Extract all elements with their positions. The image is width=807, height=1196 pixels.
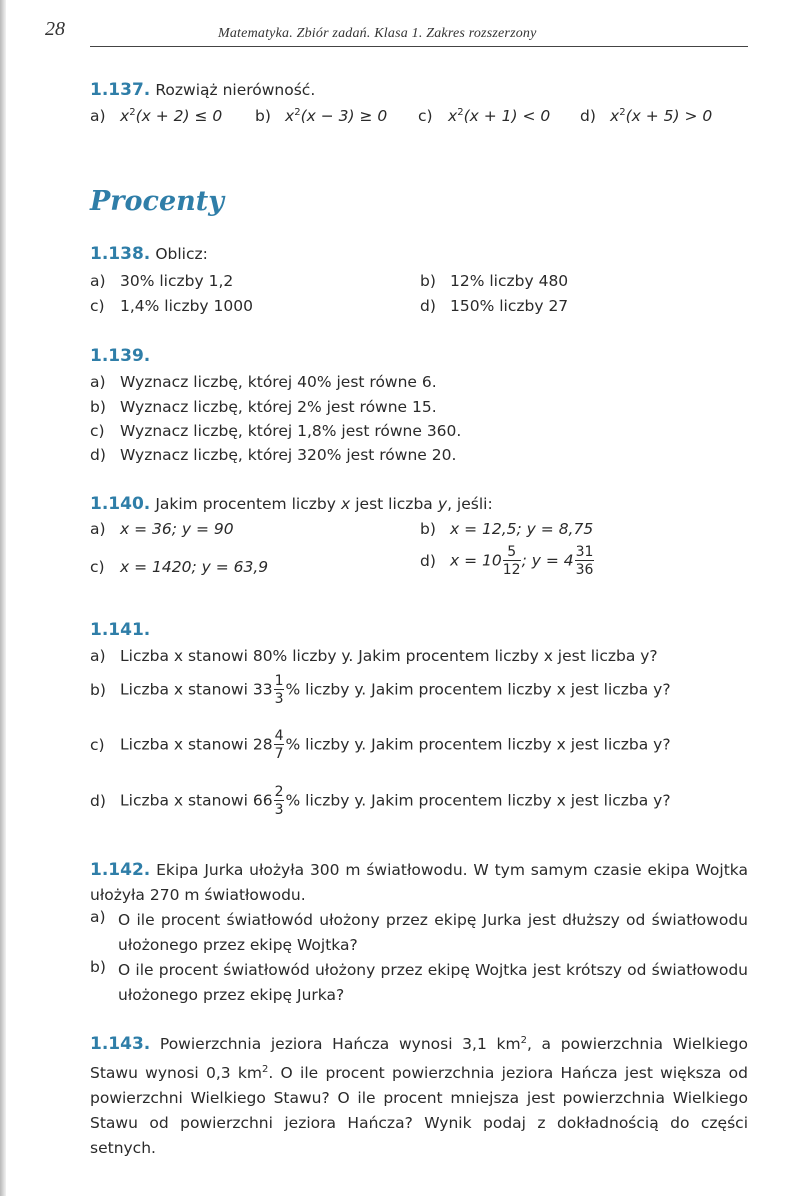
exercise-1-137-item-a: [90, 107, 222, 125]
item-text: x = 36; y = 90: [120, 520, 234, 538]
item-label: c): [90, 297, 105, 315]
exercise-1-139-item-d: [90, 446, 456, 464]
exercise-1-142-intro: [90, 858, 748, 908]
exercise-1-137-item-d: [580, 107, 712, 125]
item-text: Liczba x stanowi 66: [120, 791, 273, 810]
expression: (x − 3) ≥ 0: [300, 107, 388, 126]
exercise-text: , a powierzchnia Wielkiego Stawu wynosi 0,3 km: [90, 1035, 748, 1083]
exercise-1-138-heading: [90, 244, 208, 264]
item-label: d): [420, 297, 436, 315]
item-text: % liczby y. Jakim procentem liczby x jest liczba y?: [285, 735, 671, 754]
exercise-number: 1.142.: [90, 860, 151, 880]
variable: x: [448, 107, 458, 126]
scan-edge-shadow: [0, 0, 6, 1196]
item-text: Wyznacz liczbę, której 320% jest równe 20.: [120, 446, 457, 464]
item-label: c): [90, 735, 105, 754]
item-text: x = 12,5; y = 8,75: [450, 520, 594, 538]
exercise-1-139-item-c: [90, 422, 461, 440]
exercise-number: 1.141.: [90, 620, 151, 640]
item-label: a): [90, 373, 106, 391]
item-text: Liczba x stanowi 80% liczby y. Jakim procentem liczby x jest liczba y?: [120, 647, 658, 665]
exercise-1-141-item-d: [90, 785, 671, 817]
item-text: x = 1420; y = 63,9: [120, 558, 269, 576]
fraction-denominator: 3: [274, 802, 284, 818]
item-label: b): [90, 680, 106, 699]
exercise-1-138-item-c: [90, 297, 253, 315]
exercise-1-142-item-b: O ile procent światłowód ułożony przez ekipę Wojtka jest krótszy od światłowodu ułożonego przez ekipę Jurka?: [118, 961, 748, 1004]
exponent: 2: [619, 107, 626, 118]
exercise-1-137-heading: [90, 80, 315, 100]
exercise-text: Ekipa Jurka ułożyła 300 m światłowodu. W tym samym czasie ekipa Wojtka ułożyła 270 m światłowodu.: [90, 861, 749, 904]
exercise-instruction: Oblicz:: [155, 245, 208, 263]
instruction-text: Jakim procentem liczby: [155, 495, 336, 513]
item-label: a): [90, 647, 106, 665]
fraction-numerator: 1: [274, 673, 284, 689]
item-label: d): [580, 107, 596, 126]
item-text: Wyznacz liczbę, której 2% jest równe 15.: [120, 398, 437, 416]
exercise-number: 1.143.: [90, 1034, 151, 1055]
item-label: d): [90, 791, 106, 810]
exercise-text: . O ile procent powierzchnia jeziora Hańcza jest większa od powierzchni Wielkiego Stawu? O ile procent mniejsza jest powierzchnia Wielkiego Stawu od powierzchni jeziora Hańcza? Wynik podaj z dokładnością do części setnych.: [90, 1064, 748, 1158]
item-label: d): [420, 551, 436, 570]
exponent: 2: [261, 1064, 269, 1076]
fraction: [274, 674, 285, 706]
fraction-denominator: 12: [502, 562, 521, 578]
mixed-number-whole: ; y = 4: [521, 551, 574, 570]
exercise-number: 1.138.: [90, 244, 151, 264]
expression: (x + 2) ≤ 0: [135, 107, 223, 126]
exercise-1-138-item-d: [420, 297, 568, 315]
exercise-1-143: [90, 1028, 748, 1161]
fraction-numerator: 5: [503, 545, 521, 561]
exercise-1-140-item-a: [90, 520, 234, 538]
fraction-denominator: 36: [575, 562, 594, 578]
item-label: b): [420, 272, 436, 290]
exercise-1-140-item-c: [90, 558, 268, 576]
exercise-text: Powierzchnia jeziora Hańcza wynosi 3,1 km: [159, 1035, 521, 1054]
item-label: a): [90, 107, 106, 126]
exercise-1-140-heading: [90, 494, 493, 514]
item-label: b): [420, 520, 436, 538]
page-number: 28: [45, 18, 65, 40]
exercise-1-139-item-a: [90, 373, 437, 391]
fraction: [274, 729, 285, 761]
item-text: Liczba x stanowi 28: [120, 735, 273, 754]
expression: (x + 1) < 0: [463, 107, 551, 126]
fraction: [274, 785, 285, 817]
fraction: [575, 545, 595, 577]
exercise-1-137-item-b: [255, 107, 387, 125]
item-label: c): [90, 558, 105, 576]
exercise-1-138-item-a: [90, 272, 233, 290]
exercise-1-140-item-b: [420, 520, 593, 538]
exponent: 2: [294, 107, 301, 118]
item-text: % liczby y. Jakim procentem liczby x jest liczba y?: [285, 791, 671, 810]
variable: y: [437, 495, 448, 513]
variable: x: [340, 495, 351, 513]
fraction-numerator: 31: [575, 544, 594, 560]
header-divider: [90, 46, 748, 47]
section-title: Procenty: [90, 186, 224, 217]
mixed-number-whole: x = 10: [450, 551, 502, 570]
item-label: b): [90, 398, 106, 416]
exercise-1-142-item-a: O ile procent światłowód ułożony przez ekipę Jurka jest dłuższy od światłowodu ułożonego przez ekipę Wojtka?: [118, 911, 748, 954]
exponent: 2: [129, 107, 136, 118]
exercise-number: 1.140.: [90, 494, 151, 514]
instruction-text: jest liczba: [355, 495, 433, 513]
exercise-1-141-heading: [90, 620, 150, 640]
expression: (x + 5) > 0: [625, 107, 713, 126]
item-label: b): [255, 107, 271, 126]
item-text: Wyznacz liczbę, której 1,8% jest równe 360.: [120, 422, 462, 440]
item-text: Wyznacz liczbę, której 40% jest równe 6.: [120, 373, 437, 391]
item-label: c): [90, 422, 105, 440]
variable: x: [610, 107, 620, 126]
running-title: Matematyka. Zbiór zadań. Klasa 1. Zakres rozszerzony: [218, 26, 537, 41]
item-text: % liczby y. Jakim procentem liczby x jest liczba y?: [285, 680, 671, 699]
exercise-1-140-item-d: [420, 545, 595, 577]
exercise-1-139-heading: [90, 346, 150, 366]
variable: x: [285, 107, 295, 126]
exercise-1-142-item-a-label: a): [90, 908, 106, 926]
item-text: 150% liczby 27: [450, 297, 569, 315]
exercise-1-138-item-b: [420, 272, 568, 290]
exercise-1-139-item-b: [90, 398, 437, 416]
item-label: a): [90, 272, 106, 290]
exercise-number: 1.139.: [90, 346, 151, 366]
item-label: c): [418, 107, 433, 126]
item-text: 12% liczby 480: [450, 272, 569, 290]
item-text: 1,4% liczby 1000: [120, 297, 253, 315]
exercise-number: 1.137.: [90, 80, 151, 100]
exercise-1-141-item-c: [90, 729, 671, 761]
exercise-1-141-item-a: [90, 647, 658, 665]
exercise-instruction: Rozwiąż nierówność.: [155, 81, 316, 99]
fraction-denominator: 3: [274, 691, 284, 707]
fraction-numerator: 4: [274, 728, 284, 744]
item-text: Liczba x stanowi 33: [120, 680, 273, 699]
fraction: [503, 545, 521, 577]
item-label: a): [90, 520, 106, 538]
exponent: 2: [457, 107, 464, 118]
fraction-numerator: 2: [274, 784, 284, 800]
item-text: 30% liczby 1,2: [120, 272, 234, 290]
exercise-1-141-item-b: [90, 674, 671, 706]
exercise-1-142-item-b-label: b): [90, 958, 106, 976]
fraction-denominator: 7: [274, 746, 284, 762]
instruction-text: , jeśli:: [447, 495, 493, 513]
item-label: d): [90, 446, 106, 464]
exponent: 2: [520, 1035, 527, 1046]
variable: x: [120, 107, 130, 126]
exercise-1-137-item-c: [418, 107, 550, 125]
